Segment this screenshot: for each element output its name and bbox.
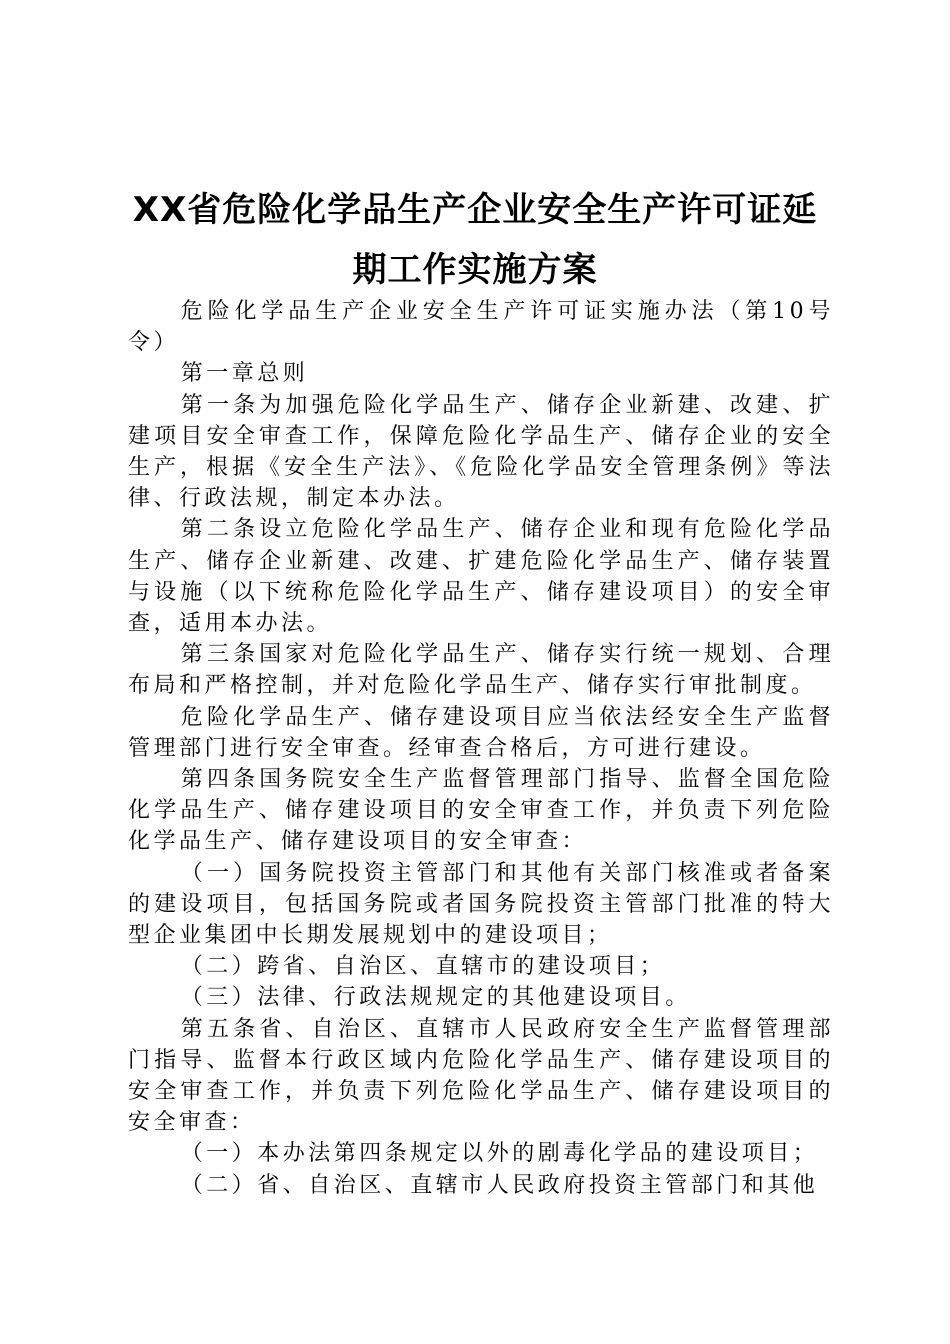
paragraph-article-4: 第四条国务院安全生产监督管理部门指导、监督全国危险化学品生产、储存建设项目的安全审查工作，并负责下列危险化学品生产、储存建设项目的安全审查： <box>128 767 834 855</box>
document-title-line-1: XX省危险化学品生产企业安全生产许可证延 <box>132 190 818 230</box>
paragraph-article-4-item-3: （三）法律、行政法规规定的其他建设项目。 <box>180 985 691 1011</box>
paragraph-regulation-name: 危险化学品生产企业安全生产许可证实施办法（第10号令） <box>128 299 834 356</box>
paragraph-article-3: 第三条国家对危险化学品生产、储存实行统一规划、合理布局和严格控制，并对危险化学品生产、储存实行审批制度。 <box>128 642 834 699</box>
paragraph-article-1: 第一条为加强危险化学品生产、储存企业新建、改建、扩建项目安全审查工作，保障危险化学品生产、储存企业的安全生产，根据《安全生产法》、《危险化学品安全管理条例》等法律、行政法规，制定本办法。 <box>128 392 834 512</box>
paragraph-article-5: 第五条省、自治区、直辖市人民政府安全生产监督管理部门指导、监督本行政区域内危险化学品生产、储存建设项目的安全审查工作，并负责下列危险化学品生产、储存建设项目的安全审查： <box>128 1016 834 1136</box>
document-body <box>128 296 834 1201</box>
paragraph-article-4-item-2: （二）跨省、自治区、直辖市的建设项目； <box>180 954 666 980</box>
paragraph-article-5-item-2: （二）省、自治区、直辖市人民政府投资主管部门和其他 <box>180 1172 819 1198</box>
document-title-line-2: 期工作实施方案 <box>352 250 598 290</box>
paragraph-chapter-heading: 第一章总则 <box>180 361 309 387</box>
paragraph-article-5-item-1: （一）本办法第四条规定以外的剧毒化学品的建设项目； <box>180 1141 819 1167</box>
paragraph-article-3-cont: 危险化学品生产、储存建设项目应当依法经安全生产监督管理部门进行安全审查。经审查合格后，方可进行建设。 <box>128 704 834 761</box>
paragraph-article-2: 第二条设立危险化学品生产、储存企业和现有危险化学品生产、储存企业新建、改建、扩建危险化学品生产、储存装置与设施（以下统称危险化学品生产、储存建设项目）的安全审查，适用本办法。 <box>128 517 834 637</box>
paragraph-article-4-item-1: （一）国务院投资主管部门和其他有关部门核准或者备案的建设项目，包括国务院或者国务院投资主管部门批准的特大型企业集团中长期发展规划中的建设项目； <box>128 860 834 949</box>
